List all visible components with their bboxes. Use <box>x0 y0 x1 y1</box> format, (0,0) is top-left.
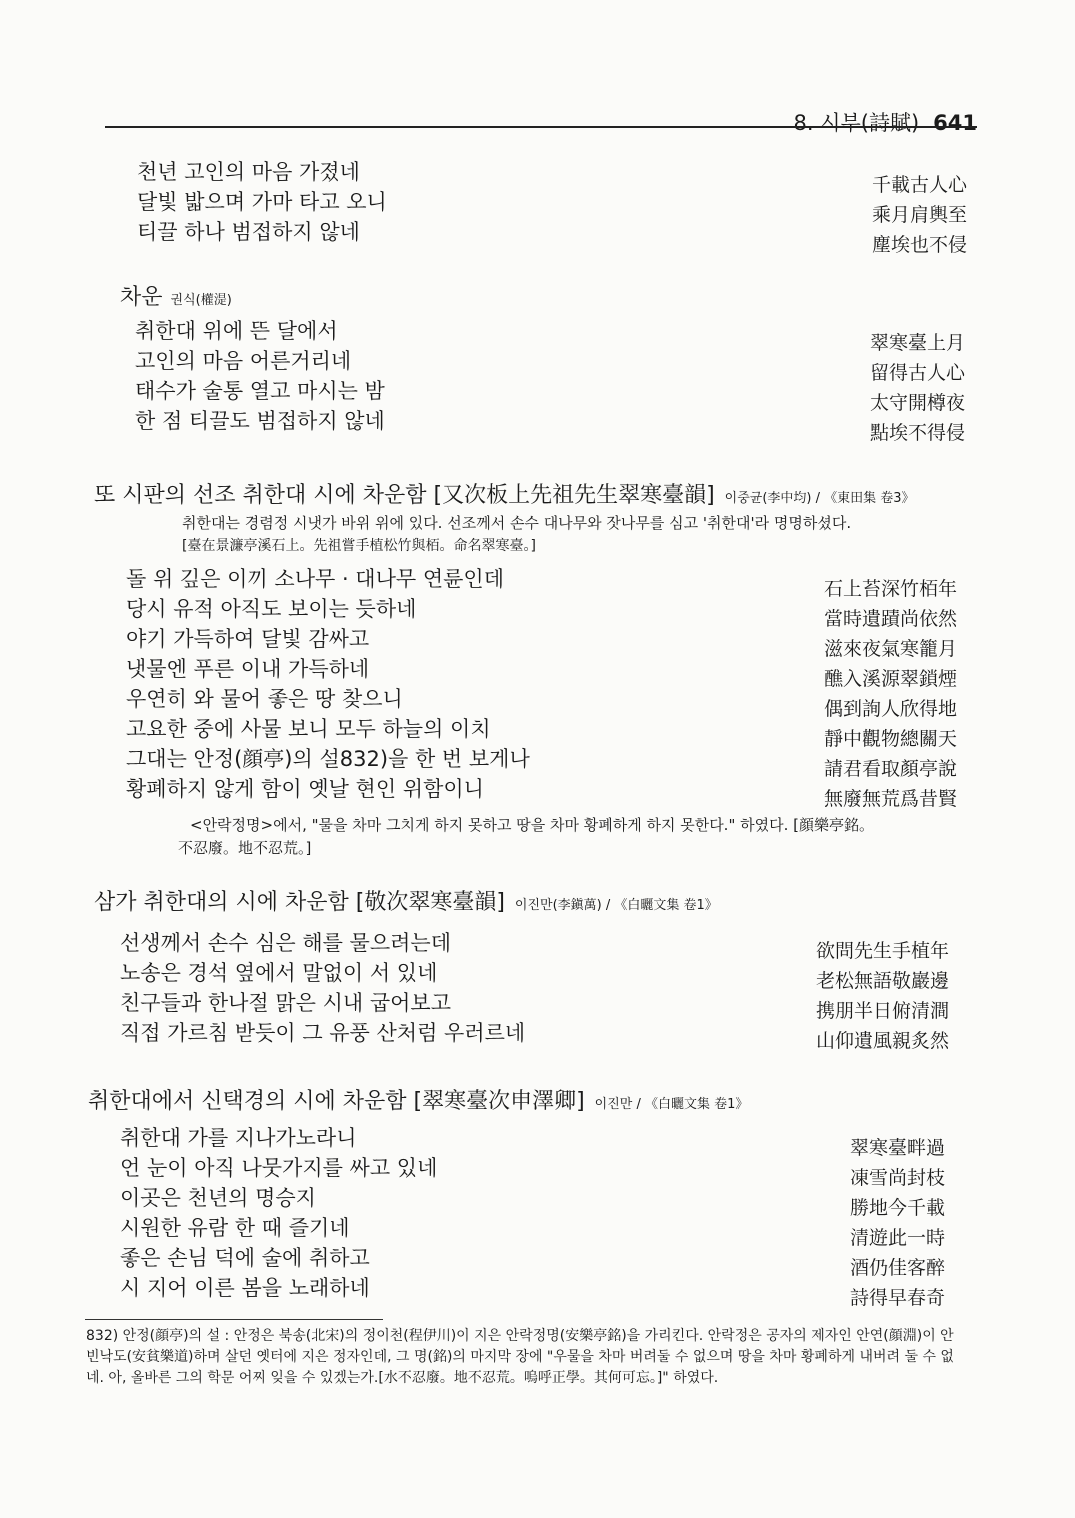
source: 이진만(李鎭萬) / 《白曬文集 卷1》 <box>514 898 718 913</box>
hanja-line: 翠寒臺畔過 <box>849 1137 945 1159</box>
poem1-korean <box>137 157 387 247</box>
poem2-hanja <box>870 328 965 448</box>
title-text: 차운 <box>120 285 163 310</box>
poem-line: 취한대 가를 지나가노라니 <box>120 1126 357 1150</box>
hanja-line: 偶到詢人欣得地 <box>823 698 957 720</box>
hanja-line: 醮入溪源翠鎖煙 <box>823 668 957 690</box>
hanja-line: 勝地今千載 <box>849 1197 945 1219</box>
hanja-line: 老松無語敬巖邊 <box>815 970 949 992</box>
running-head <box>793 107 977 137</box>
title-text: 또 시판의 선조 취한대 시에 차운함 [又次板上先祖先生翠寒臺韻] <box>94 483 715 508</box>
note-line: [臺在景濂亭溪石上。先祖嘗手植松竹與栢。命名翠寒臺。] <box>182 538 536 554</box>
section-title <box>88 1084 748 1115</box>
hanja-line: 請君看取顏亭說 <box>823 758 957 780</box>
poem-line: 한 점 티끌도 범접하지 않네 <box>135 409 385 433</box>
poem-line: 냇물엔 푸른 이내 가득하네 <box>126 657 370 681</box>
hanja-line: 靜中觀物總關天 <box>823 728 957 750</box>
poem-line: 야기 가득하여 달빛 감싸고 <box>126 627 370 651</box>
poem4-korean <box>120 928 525 1048</box>
poem-line: 언 눈이 아직 나뭇가지를 싸고 있네 <box>120 1156 438 1180</box>
title-text: 취한대에서 신택경의 시에 차운함 [翠寒臺次申澤卿] <box>88 1089 585 1114</box>
poem-note <box>178 814 874 860</box>
poem-line: 태수가 술통 열고 마시는 밤 <box>135 379 385 403</box>
poem-line: 친구들과 한나절 맑은 시내 굽어보고 <box>120 991 451 1015</box>
poem-line: 선생께서 손수 심은 해를 물으려는데 <box>120 931 451 955</box>
hanja-line: 石上苔深竹栢年 <box>823 578 957 600</box>
poem-line: 천년 고인의 마음 가졌네 <box>137 160 360 184</box>
note-line: 취한대는 경렴정 시냇가 바위 위에 있다. 선조께서 손수 대나무와 잣나무를 심고 '취한대'라 명명하셨다. <box>182 514 852 532</box>
hanja-line: 翠寒臺上月 <box>869 332 965 354</box>
poem-line: 시 지어 이른 봄을 노래하네 <box>120 1276 370 1300</box>
section-label: 8. 시부(詩賦) <box>793 111 920 135</box>
poem3-korean <box>126 564 530 804</box>
poem-line: 시원한 유람 한 때 즐기네 <box>120 1216 350 1240</box>
footnote-rule <box>85 1319 383 1320</box>
poem3-hanja <box>824 574 957 814</box>
note-line: <안락정명>에서, "물을 차마 그치게 하지 못하고 땅을 차마 황폐하게 하지 못한다." 하였다. [顔樂亭銘。 <box>190 816 874 834</box>
section-title <box>120 280 232 311</box>
hanja-line: 點埃不得侵 <box>869 422 965 444</box>
section-title <box>94 885 718 916</box>
footnote: 832) 안정(顔亭)의 설 : 안정은 북송(北宋)의 정이천(程伊川)이 지은 안락정명(安樂亭銘)을 가리킨다. 안락정은 공자의 제자인 안연(顔淵)이 안빈낙도(安貧樂道)하며 살던 옛터에 지은 정자인데, 그 명(銘)의 마지막 장에 "우물을 차마 버려둘 수 없으며 땅을 차마 황폐하게 내버려 둘 수 없네. 아, 올바른 그의 학문 어찌 잊을 수 있겠는가.[水不忍廢。地不忍荒。嗚呼正學。其何可忘。]" 하였다. <box>86 1328 954 1386</box>
poem5-hanja <box>850 1133 945 1313</box>
poem-line: 돌 위 깊은 이끼 소나무 · 대나무 연륜인데 <box>126 567 504 591</box>
hanja-line: 太守開樽夜 <box>869 392 965 414</box>
title-text: 삼가 취한대의 시에 차운함 [敬次翠寒臺韻] <box>94 890 505 915</box>
poem-line: 직접 가르침 받듯이 그 유풍 산처럼 우러르네 <box>120 1021 526 1045</box>
hanja-line: 凍雪尚封枝 <box>849 1167 945 1189</box>
hanja-line: 欲問先生手植年 <box>815 940 949 962</box>
poem-line: 좋은 손님 덕에 술에 취하고 <box>120 1246 370 1270</box>
source: 이진만 / 《白曬文集 卷1》 <box>594 1097 749 1112</box>
hanja-line: 詩得早春奇 <box>849 1287 945 1309</box>
poem-line: 우연히 와 물어 좋은 땅 찾으니 <box>126 687 403 711</box>
poem-line: 고요한 중에 사물 보니 모두 하늘의 이치 <box>126 717 491 741</box>
poem-line: 이곳은 천년의 명승지 <box>120 1186 316 1210</box>
poem-line: 취한대 위에 뜬 달에서 <box>135 319 338 343</box>
poem5-korean <box>120 1123 437 1303</box>
poem-line: 당시 유적 아직도 보이는 듯하네 <box>126 597 417 621</box>
poem-line: 고인의 마음 어른거리네 <box>135 349 352 373</box>
hanja-line: 酒仍佳客醉 <box>849 1257 945 1279</box>
page-number: 641 <box>933 111 977 135</box>
hanja-line: 山仰遺風親炙然 <box>815 1030 949 1052</box>
author: 권식(權湜) <box>170 293 232 308</box>
hanja-line: 千載古人心 <box>871 174 967 196</box>
hanja-line: 携朋半日俯清澗 <box>815 1000 949 1022</box>
poem-line: 황폐하지 않게 함이 옛날 현인 위함이니 <box>126 777 484 801</box>
hanja-line: 當時遺蹟尚依然 <box>823 608 957 630</box>
header-rule <box>105 126 977 128</box>
hanja-line: 留得古人心 <box>869 362 965 384</box>
headnote <box>182 512 851 558</box>
poem1-hanja <box>872 170 967 260</box>
hanja-line: 乘月肩輿至 <box>871 204 967 226</box>
hanja-line: 無廢無荒爲昔賢 <box>823 788 957 810</box>
poem-line: 티끌 하나 범접하지 않네 <box>137 220 360 244</box>
hanja-line: 清遊此一時 <box>849 1227 945 1249</box>
section-title <box>94 478 915 509</box>
poem-line: 달빛 밟으며 가마 타고 오니 <box>137 190 387 214</box>
note-line: 不忍廢。地不忍荒。] <box>178 839 312 857</box>
poem4-hanja <box>816 936 949 1056</box>
source: 이중균(李中均) / 《東田集 卷3》 <box>724 491 915 506</box>
hanja-line: 塵埃也不侵 <box>871 234 967 256</box>
poem2-korean <box>135 316 385 436</box>
hanja-line: 滋來夜氣寒籠月 <box>823 638 957 660</box>
poem-line: 노송은 경석 옆에서 말없이 서 있네 <box>120 961 438 985</box>
poem-line: 그대는 안정(顔亭)의 설832)을 한 번 보게나 <box>126 747 530 771</box>
